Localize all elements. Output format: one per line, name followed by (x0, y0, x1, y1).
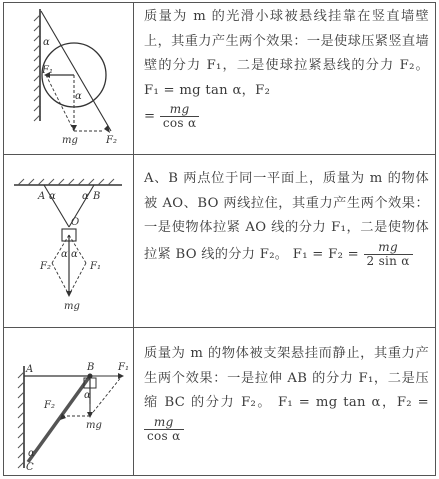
equals-sign: = (144, 109, 156, 124)
table-row (4, 3, 435, 154)
alpha-label: α (49, 191, 56, 202)
fraction-numerator: mg (364, 241, 413, 255)
point-c-label: C (26, 462, 34, 473)
table-row (4, 154, 435, 327)
fraction-denominator: cos α (147, 428, 181, 443)
f1-label: F₁ (90, 261, 101, 272)
fraction-denominator: 2 sin α (366, 253, 410, 268)
alpha-label: α (61, 249, 68, 260)
fraction-numerator: mg (160, 103, 200, 117)
two-string-diagram (4, 155, 134, 327)
fraction-denominator: cos α (162, 116, 197, 130)
row-description: 质量为 m 的光滑小球被悬线挂靠在竖直墙壁上，其重力产生两个效果：一是使球压紧竖直墙壁的分力 F₁，二是使球拉紧悬线的分力 F₂。 F₁ = mg tan α，F₂ (144, 9, 429, 98)
row-text (144, 342, 429, 443)
bracket-diagram (4, 328, 134, 475)
mg-label: mg (86, 420, 102, 431)
row-text (144, 5, 429, 130)
fraction (144, 416, 184, 443)
mg-label: mg (64, 301, 80, 312)
row-description: 质量为 m 的物体被支架悬挂而静止，其重力产生两个效果：一是拉伸 AB 的分力 F₁，二是压缩 BC 的分力 F₂。 F₁ = mg tan α，F₂ = (144, 346, 429, 410)
comparison-table (3, 2, 436, 476)
point-b-label: B (87, 362, 95, 373)
point-a-label: A (26, 364, 34, 375)
alpha-label: α (71, 249, 78, 260)
fraction (160, 103, 200, 130)
alpha-label: α (75, 91, 82, 102)
alpha-label: α (43, 37, 50, 48)
row-description: A、B 两点位于同一平面上，质量为 m 的物体被 AO、BO 两线拉住，其重力产生两个效果：一是使物体拉紧 AO 线的分力 F₁，二是使物体拉紧 BO 线的分力 F₂。 F₁ = F₂ = (144, 171, 429, 262)
point-o-label: O (71, 217, 80, 228)
f2-label: F₂ (44, 400, 55, 411)
f2-label: F₂ (106, 135, 117, 146)
table-row (4, 327, 435, 475)
row-text (144, 167, 429, 268)
fraction (364, 241, 413, 268)
mg-label: mg (62, 135, 78, 146)
fraction-numerator: mg (144, 416, 184, 430)
f2-label: F₂ (40, 261, 51, 272)
alpha-label: α (82, 191, 89, 202)
point-b-label: B (93, 191, 101, 202)
f1-label: F₁ (42, 65, 53, 76)
point-a-label: A (38, 191, 46, 202)
f1-label: F₁ (118, 362, 129, 373)
ball-wall-diagram (4, 3, 134, 154)
alpha-label: α (84, 390, 91, 401)
alpha-label: α (28, 448, 35, 459)
